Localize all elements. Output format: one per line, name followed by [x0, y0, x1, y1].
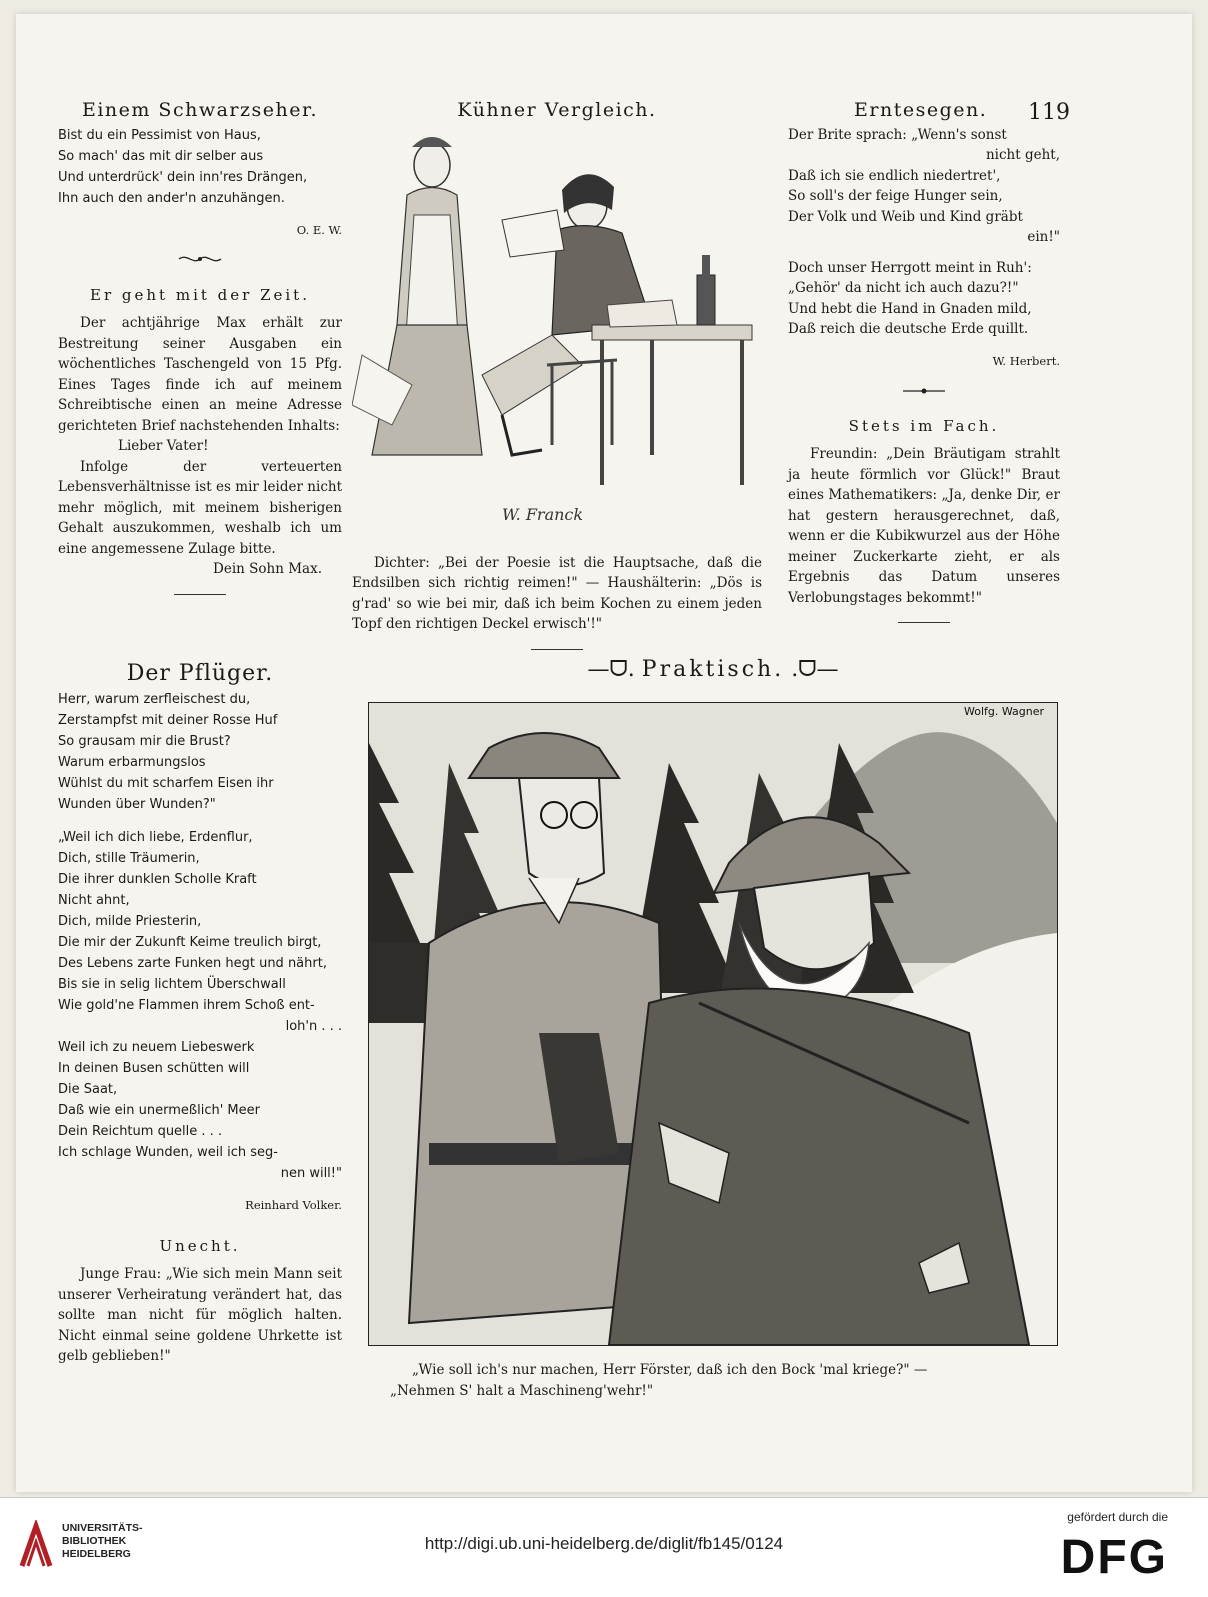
letter-signature: Dein Sohn Max.	[213, 561, 322, 577]
poem-line: nen will!"	[280, 1165, 342, 1181]
poem-line: Der Volk und Weib und Kind gräbt	[788, 208, 1023, 225]
divider-rule	[531, 649, 583, 650]
poem-line: Dich, milde Priesterin,	[58, 913, 202, 929]
poem-line: Bist du ein Pessimist von Haus,	[58, 127, 261, 143]
poem-line: Wunden über Wunden?"	[58, 796, 216, 812]
poem-schwarzseher	[58, 125, 342, 209]
poem-line: Zerstampfst mit deiner Rosse Huf	[58, 712, 278, 728]
poem-line: Und unterdrück' dein inn'res Drängen,	[58, 169, 308, 185]
poem-line: Doch unser Herrgott meint in Ruh':	[788, 259, 1032, 276]
poem-line: Ihn auch den ander'n anzuhängen.	[58, 190, 285, 206]
poem-erntesegen	[788, 125, 1060, 340]
poem-line: Wühlst du mit scharfem Eisen ihr	[58, 775, 274, 791]
poem-line: Nicht ahnt,	[58, 892, 130, 908]
cartoon-title-text: Praktisch.	[641, 657, 785, 682]
poem-signature: O. E. W.	[296, 223, 342, 237]
poem-title-pflueger: Der Pflüger.	[126, 661, 274, 686]
sketch-poet-housekeeper	[352, 125, 762, 525]
poem-line: Daß ich sie endlich niedertret',	[788, 167, 1001, 184]
page-number: 119	[1028, 100, 1070, 125]
poem-line: Daß reich die deutsche Erde quillt.	[788, 321, 1029, 337]
poem-line: So soll's der feige Hunger sein,	[788, 188, 1003, 204]
column-middle-upper	[352, 100, 762, 664]
cartoon-title-vergleich: Kühner Vergleich.	[457, 99, 657, 121]
poem-pflueger	[58, 689, 342, 1184]
poem-line: In deinen Busen schütten will	[58, 1060, 250, 1076]
letter-salutation: Lieber Vater!	[118, 438, 209, 454]
poem-line: ein!"	[1027, 229, 1060, 245]
library-name-line: HEIDELBERG	[62, 1548, 131, 1560]
dfg-logo: DFG	[1060, 1531, 1168, 1584]
column-right-upper	[788, 100, 1060, 637]
poem-line: Wie gold'ne Flammen ihrem Schoß ent-	[58, 997, 315, 1013]
poem-line: Dein Reichtum quelle . . .	[58, 1123, 223, 1139]
divider-rule	[898, 622, 950, 623]
poem-line: Die Saat,	[58, 1081, 118, 1097]
poem-line: Und hebt die Hand in Gnaden mild,	[788, 300, 1032, 317]
poem-line: Ich schlage Wunden, weil ich seg-	[58, 1144, 278, 1160]
cartoon-illustration	[352, 125, 762, 525]
ornament-divider	[58, 252, 342, 273]
poem-signature: Reinhard Volker.	[245, 1198, 342, 1212]
poem-signature: W. Herbert.	[992, 354, 1060, 368]
story-title-fach: Stets im Fach.	[848, 416, 1000, 435]
poem-line: Die ihrer dunklen Scholle Kraft	[58, 871, 257, 887]
library-name-line: BIBLIOTHEK	[62, 1535, 127, 1547]
funded-by-label: gefördert durch die	[1067, 1510, 1168, 1524]
poem-line: nicht geht,	[985, 147, 1060, 163]
poem-line: „Weil ich dich liebe, Erdenflur,	[58, 829, 253, 845]
story-text: Junge Frau: „Wie sich mein Mann seit unserer Verheiratung verändert hat, das sollte man nicht für möglich halten. Nicht einmal seine goldene Uhrkette ist gelb geblieben!"	[58, 1266, 342, 1364]
poem-line: loh'n . . .	[285, 1018, 342, 1034]
poem-line: Daß wie ein unermeßlich' Meer	[58, 1102, 260, 1118]
poem-line: Dich, stille Träumerin,	[58, 850, 200, 866]
poem-line: Herr, warum zerfleischest du,	[58, 691, 251, 707]
cartoon-title-praktisch: —ᗜ. Praktisch. .ᗜ—	[587, 657, 839, 682]
poem-line: Weil ich zu neuem Liebeswerk	[58, 1039, 255, 1055]
story-title-unecht: Unecht.	[159, 1236, 241, 1255]
document-url-link[interactable]: http://digi.ub.uni-heidelberg.de/diglit/fb145/0124	[424, 1534, 784, 1553]
poem-line: So grausam mir die Brust?	[58, 733, 231, 749]
story-title-zeit: Er geht mit der Zeit.	[90, 285, 310, 304]
caption-line: „Nehmen S' halt a Maschineng'wehr!"	[390, 1382, 654, 1399]
divider-rule	[174, 594, 226, 595]
poem-line: Warum erbarmungslos	[58, 754, 206, 770]
cartoon-artist-signature: Wolfg. Wagner	[964, 705, 1045, 718]
cartoon-caption: Dichter: „Bei der Poesie ist die Hauptsache, daß die Endsilben sich richtig reimen!" — Haushälterin: „Dös is g'rad' so wie bei mir, daß ich beim Kochen zu einem jeden Topf den richtigen Deckel erwisch'!"	[352, 554, 762, 632]
column-left-upper	[58, 100, 342, 609]
cartoon-artist-signature: W. Franck	[502, 504, 584, 524]
ornament-divider	[788, 383, 1060, 404]
cartoon-praktisch-block	[368, 657, 1058, 685]
poem-line: Der Brite sprach: „Wenn's sonst	[788, 126, 1007, 143]
poem-title-erntesegen: Erntesegen.	[854, 99, 988, 121]
poem-line: Die mir der Zukunft Keime treulich birgt,	[58, 934, 322, 950]
library-name-line: UNIVERSITÄTS-	[62, 1522, 143, 1534]
letter-text: Infolge der verteuerten Lebensverhältnisse ist es mir leider nicht mehr möglich, mit meinem bisherigen Gehalt auszukommen, weshalb ich um eine angemessene Zulage bitte.	[58, 458, 342, 557]
column-left-lower	[58, 661, 342, 1367]
poem-line: „Gehör' da nicht ich auch dazu?!"	[788, 280, 1019, 296]
cartoon-praktisch-caption	[390, 1360, 1060, 1401]
viewer-footer	[0, 1497, 1208, 1597]
story-text: Freundin: „Dein Bräutigam strahlt ja heute förmlich vor Glück!" Braut eines Mathematikers: „Ja, denke Dir, er hat gestern herausgerechnet, daß, wenn er die Kubikwurzel aus der Höhe meiner Zuckerkarte zieht, er als Ergebnis das Datum unseres Verlobungstages bekommt!"	[788, 446, 1060, 606]
poem-line: So mach' das mit dir selber aus	[58, 148, 264, 164]
cartoon-illustration-hunters	[368, 702, 1058, 1346]
story-text: Der achtjährige Max erhält zur Bestreitung seiner Ausgaben ein wöchentliches Taschengeld von 15 Pfg. Eines Tages finde ich auf meinem Schreibtische einen an meine Adresse gerichteten Brief nachstehenden Inhalts:	[58, 315, 342, 434]
poem-line: Des Lebens zarte Funken hegt und nährt,	[58, 955, 327, 971]
sketch-forester-and-hunter	[369, 703, 1057, 1345]
caption-line: „Wie soll ich's nur machen, Herr Förster, daß ich den Bock 'mal kriege?" —	[412, 1362, 928, 1378]
poem-title-schwarzseher: Einem Schwarzseher.	[81, 99, 319, 121]
poem-line: Bis sie in selig lichtem Überschwall	[58, 976, 286, 992]
